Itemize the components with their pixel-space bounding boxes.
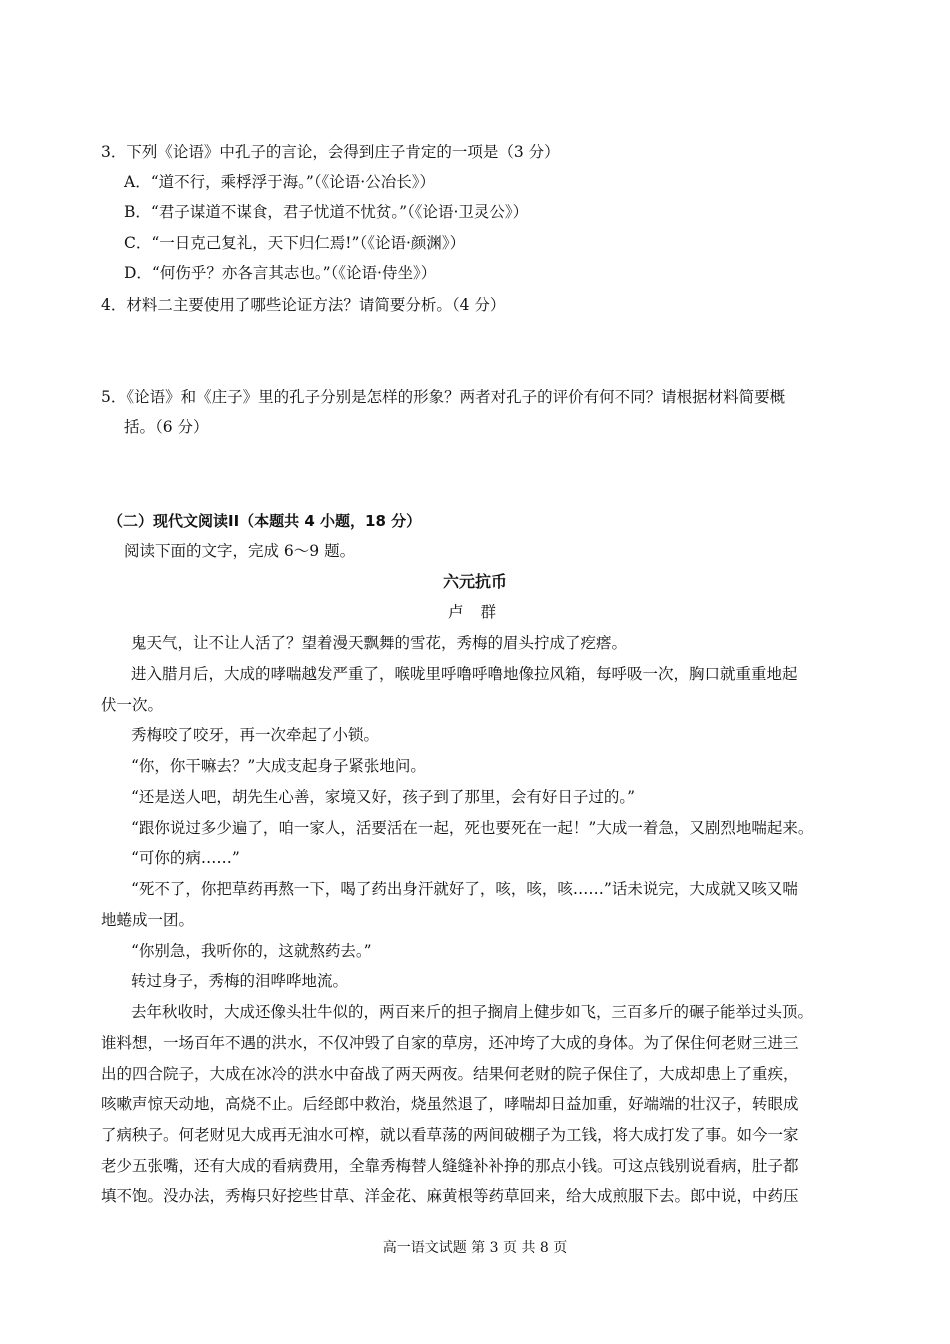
question-3-stem: 3．下列《论语》中孔子的言论，会得到庄子肯定的一项是（3 分） <box>101 143 560 161</box>
section-instruction: 阅读下面的文字，完成 6～9 题。 <box>124 542 356 560</box>
story-line: 谁料想，一场百年不遇的洪水，不仅冲毁了自家的草房，还冲垮了大成的身体。为了保住何老财三进三 <box>101 1034 799 1052</box>
story-line: 鬼天气，让不让人活了？望着漫天飘舞的雪花，秀梅的眉头拧成了疙瘩。 <box>131 634 628 652</box>
story-line: 填不饱。没办法，秀梅只好挖些甘草、洋金花、麻黄根等药草回来，给大成煎服下去。郎中说，中药压 <box>101 1187 799 1205</box>
story-line: “跟你说过多少遍了，咱一家人，活要活在一起，死也要死在一起！”大成一着急，又剧烈地喘起来。 <box>131 819 814 837</box>
story-line: 秀梅咬了咬牙，再一次牵起了小锁。 <box>131 726 380 744</box>
story-line: 老少五张嘴，还有大成的看病费用，全靠秀梅替人缝缝补补挣的那点小钱。可这点钱别说看病，肚子都 <box>101 1157 799 1175</box>
question-3-option-d: D．“何伤乎？亦各言其志也。”（《论语·侍坐》） <box>124 264 437 282</box>
question-3-option-c: C．“一日克己复礼，天下归仁焉!”（《论语·颜渊》） <box>124 234 466 252</box>
question-5-line-1: 5．《论语》和《庄子》里的孔子分别是怎样的形象？两者对孔子的评价有何不同？请根据材料简要概 <box>101 388 786 406</box>
section-heading: （二）现代文阅读II（本题共 4 小题，18 分） <box>108 512 422 530</box>
story-line: 出的四合院子，大成在冰冷的洪水中奋战了两天两夜。结果何老财的院子保住了，大成却患上了重疾， <box>101 1065 799 1083</box>
story-line: “还是送人吧，胡先生心善，家境又好，孩子到了那里，会有好日子过的。” <box>131 788 636 806</box>
question-5-line-2: 括。（6 分） <box>124 418 209 436</box>
story-line: 伏一次。 <box>101 696 164 714</box>
story-line: 进入腊月后，大成的哮喘越发严重了，喉咙里呼噜呼噜地像拉风箱，每呼吸一次，胸口就重重地起 <box>131 665 798 683</box>
story-author: 卢 群 <box>448 603 502 621</box>
page-footer: 高一语文试题 第 3 页 共 8 页 <box>382 1240 568 1256</box>
story-line: 转过身子，秀梅的泪哗哗地流。 <box>131 972 349 990</box>
story-line: “你别急，我听你的，这就熬药去。” <box>131 942 372 960</box>
story-title: 六元抗币 <box>442 572 507 591</box>
story-line: 咳嗽声惊天动地，高烧不止。后经郎中救治，烧虽然退了，哮喘却日益加重，好端端的壮汉子，转眼成 <box>101 1095 799 1113</box>
story-line: “死不了，你把草药再熬一下，喝了药出身汗就好了，咳，咳，咳……”话未说完，大成就又咳又喘 <box>131 880 798 898</box>
question-3-option-a: A．“道不行，乘桴浮于海。”（《论语·公冶长》） <box>124 173 435 191</box>
question-4: 4．材料二主要使用了哪些论证方法？请简要分析。（4 分） <box>101 296 506 314</box>
story-line: “可你的病……” <box>131 849 240 867</box>
story-line: 地蜷成一团。 <box>101 911 195 929</box>
story-line: 了病秧子。何老财见大成再无油水可榨，就以看草荡的两间破棚子为工钱，将大成打发了事。如今一家 <box>101 1126 799 1144</box>
question-3-option-b: B．“君子谋道不谋食，君子忧道不忧贫。”（《论语·卫灵公》） <box>124 203 529 221</box>
story-line: “你，你干嘛去？”大成支起身子紧张地问。 <box>131 757 426 775</box>
story-line: 去年秋收时，大成还像头壮牛似的，两百来斤的担子搁肩上健步如飞，三百多斤的碾子能举过头顶。 <box>131 1003 814 1021</box>
